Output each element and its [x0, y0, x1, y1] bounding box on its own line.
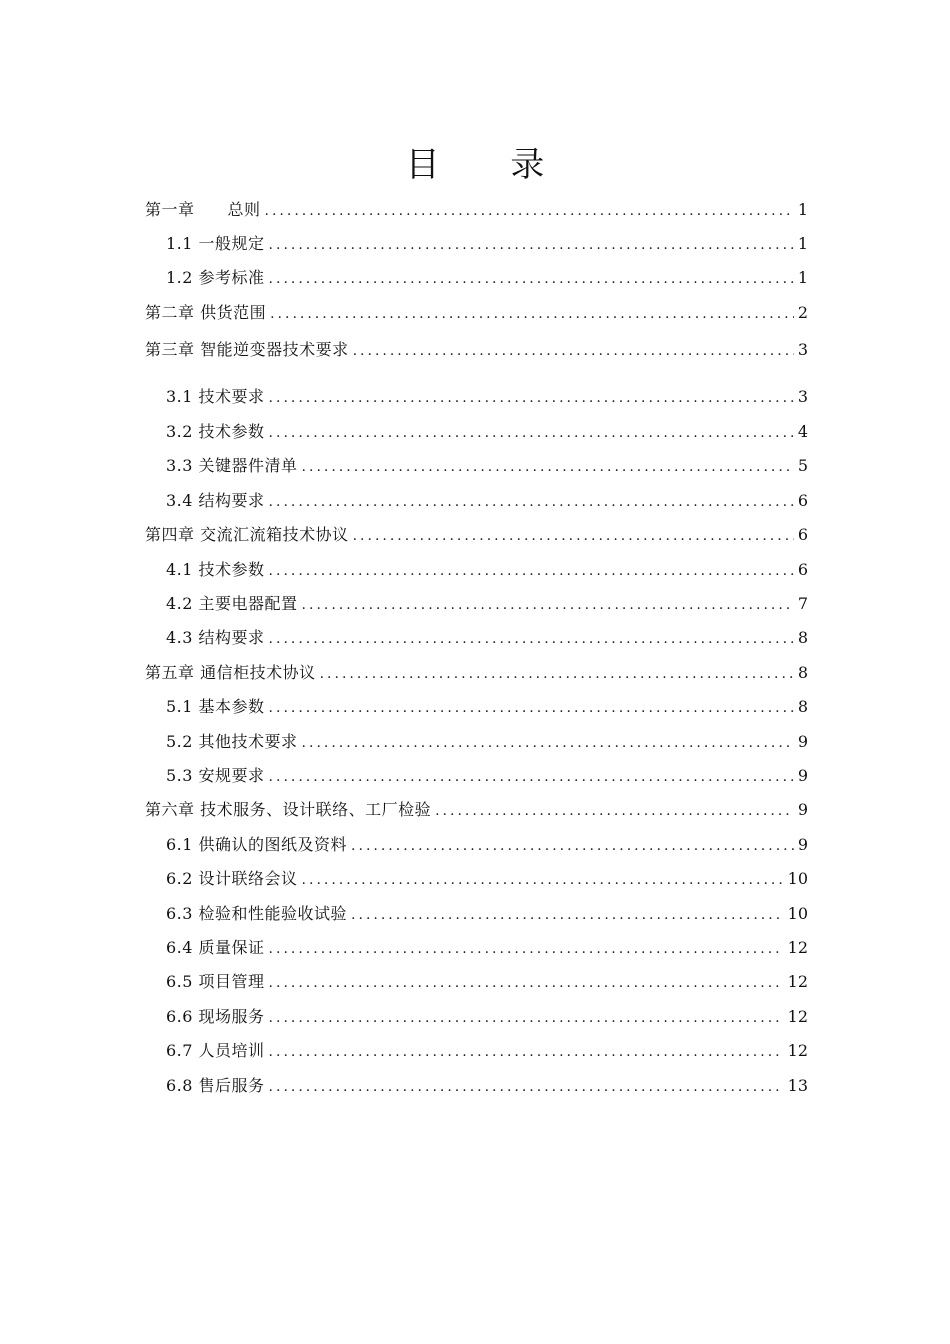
toc-entry-label: 4.3 结构要求: [166, 628, 265, 647]
toc-entry[interactable]: [166, 557, 808, 583]
toc-entry-label: 3.4 结构要求: [166, 491, 265, 510]
toc-entry-label: 5.2 其他技术要求: [166, 732, 298, 751]
toc-entry-page: 5: [797, 456, 808, 475]
toc-entry[interactable]: [166, 453, 808, 479]
toc-entry[interactable]: [166, 488, 808, 514]
toc-leader-dots: [302, 592, 794, 618]
toc-entry[interactable]: [145, 522, 808, 548]
toc-entry-label: 5.1 基本参数: [166, 697, 265, 716]
toc-entry-page: 1: [797, 268, 808, 287]
toc-entry[interactable]: [166, 419, 808, 445]
toc-entry-page: 6: [797, 525, 808, 544]
toc-entry-page: 9: [797, 732, 808, 751]
toc-entry-label: 第三章 智能逆变器技术要求: [145, 340, 349, 359]
toc-entry-label: 6.1 供确认的图纸及资料: [166, 835, 348, 854]
toc-entry[interactable]: [145, 337, 808, 363]
toc-entry-page: 6: [797, 491, 808, 510]
toc-entry-label: 4.1 技术参数: [166, 560, 265, 579]
toc-entry[interactable]: [166, 935, 808, 961]
toc-entry-label: 第四章 交流汇流箱技术协议: [145, 525, 349, 544]
toc-entry-page: 4: [797, 422, 808, 441]
toc-entry-page: 12: [787, 972, 808, 991]
toc-leader-dots: [302, 454, 794, 480]
toc-leader-dots: [435, 798, 794, 824]
toc-entry-label: 3.3 关键器件清单: [166, 456, 298, 475]
toc-entry[interactable]: [166, 591, 808, 617]
toc-entry-page: 10: [787, 869, 808, 888]
toc-entry[interactable]: [145, 197, 808, 223]
toc-entry-page: 3: [797, 387, 808, 406]
toc-leader-dots: [269, 232, 794, 258]
toc-leader-dots: [269, 764, 794, 790]
toc-entry-label: 第五章 通信柜技术协议: [145, 663, 316, 682]
toc-leader-dots: [269, 266, 794, 292]
toc-entry-page: 12: [787, 938, 808, 957]
toc-entry-label: 第一章 总则: [145, 200, 261, 219]
toc-leader-dots: [269, 489, 794, 515]
toc-leader-dots: [265, 198, 794, 224]
toc-leader-dots: [269, 626, 794, 652]
toc-leader-dots: [351, 902, 784, 928]
toc-leader-dots: [353, 523, 794, 549]
toc-entry-label: 1.1 一般规定: [166, 234, 265, 253]
toc-entry-page: 12: [787, 1041, 808, 1060]
toc-leader-dots: [269, 970, 784, 996]
toc-entry[interactable]: [145, 300, 808, 326]
toc-leader-dots: [302, 730, 794, 756]
toc-leader-dots: [269, 1039, 784, 1065]
toc-leader-dots: [269, 420, 794, 446]
toc-leader-dots: [269, 385, 794, 411]
toc-entry-page: 8: [797, 697, 808, 716]
toc-entry[interactable]: [166, 231, 808, 257]
toc-entry[interactable]: [166, 832, 808, 858]
toc-entry-page: 8: [797, 663, 808, 682]
toc-entry[interactable]: [166, 625, 808, 651]
toc-entry-page: 1: [797, 234, 808, 253]
toc-entry[interactable]: [166, 866, 808, 892]
toc-entry-label: 6.7 人员培训: [166, 1041, 265, 1060]
toc-entry-label: 6.6 现场服务: [166, 1007, 265, 1026]
toc-entry-page: 9: [797, 835, 808, 854]
toc-leader-dots: [353, 338, 794, 364]
toc-entry-page: 12: [787, 1007, 808, 1026]
toc-entry-label: 第六章 技术服务、设计联络、工厂检验: [145, 800, 432, 819]
toc-leader-dots: [320, 661, 794, 687]
toc-entry[interactable]: [166, 1004, 808, 1030]
toc-entry[interactable]: [166, 384, 808, 410]
toc-entry-label: 6.4 质量保证: [166, 938, 265, 957]
toc-entry-label: 6.8 售后服务: [166, 1076, 265, 1095]
page-title: 目 录: [405, 144, 575, 185]
toc-leader-dots: [269, 936, 784, 962]
toc-entry-page: 9: [797, 766, 808, 785]
toc-entry-page: 1: [797, 200, 808, 219]
toc-leader-dots: [269, 695, 794, 721]
toc-entry[interactable]: [166, 729, 808, 755]
toc-entry-page: 10: [787, 904, 808, 923]
toc-entry[interactable]: [166, 1073, 808, 1099]
toc-entry-label: 6.5 项目管理: [166, 972, 265, 991]
toc-entry-page: 9: [797, 800, 808, 819]
toc-entry[interactable]: [145, 660, 808, 686]
toc-entry[interactable]: [166, 901, 808, 927]
toc-entry[interactable]: [166, 1038, 808, 1064]
toc-entry[interactable]: [166, 969, 808, 995]
toc-entry-label: 6.2 设计联络会议: [166, 869, 298, 888]
toc-entry-page: 3: [797, 340, 808, 359]
toc-leader-dots: [302, 867, 784, 893]
toc-entry[interactable]: [166, 763, 808, 789]
toc-entry-label: 4.2 主要电器配置: [166, 594, 298, 613]
toc-leader-dots: [270, 301, 794, 327]
toc-entry-page: 8: [797, 628, 808, 647]
toc-entry[interactable]: [166, 694, 808, 720]
toc-entry-page: 6: [797, 560, 808, 579]
toc-entry-page: 13: [787, 1076, 808, 1095]
toc-entry[interactable]: [145, 797, 808, 823]
toc-leader-dots: [269, 1005, 784, 1031]
toc-entry-page: 2: [797, 303, 808, 322]
toc-entry[interactable]: [166, 265, 808, 291]
toc-entry-label: 3.1 技术要求: [166, 387, 265, 406]
toc-entry-label: 6.3 检验和性能验收试验: [166, 904, 348, 923]
toc-leader-dots: [269, 1074, 784, 1100]
toc-entry-label: 3.2 技术参数: [166, 422, 265, 441]
toc-entry-label: 第二章 供货范围: [145, 303, 267, 322]
toc-leader-dots: [269, 558, 794, 584]
toc-leader-dots: [351, 833, 794, 859]
toc-entry-label: 1.2 参考标准: [166, 268, 265, 287]
toc-entry-page: 7: [797, 594, 808, 613]
toc-entry-label: 5.3 安规要求: [166, 766, 265, 785]
